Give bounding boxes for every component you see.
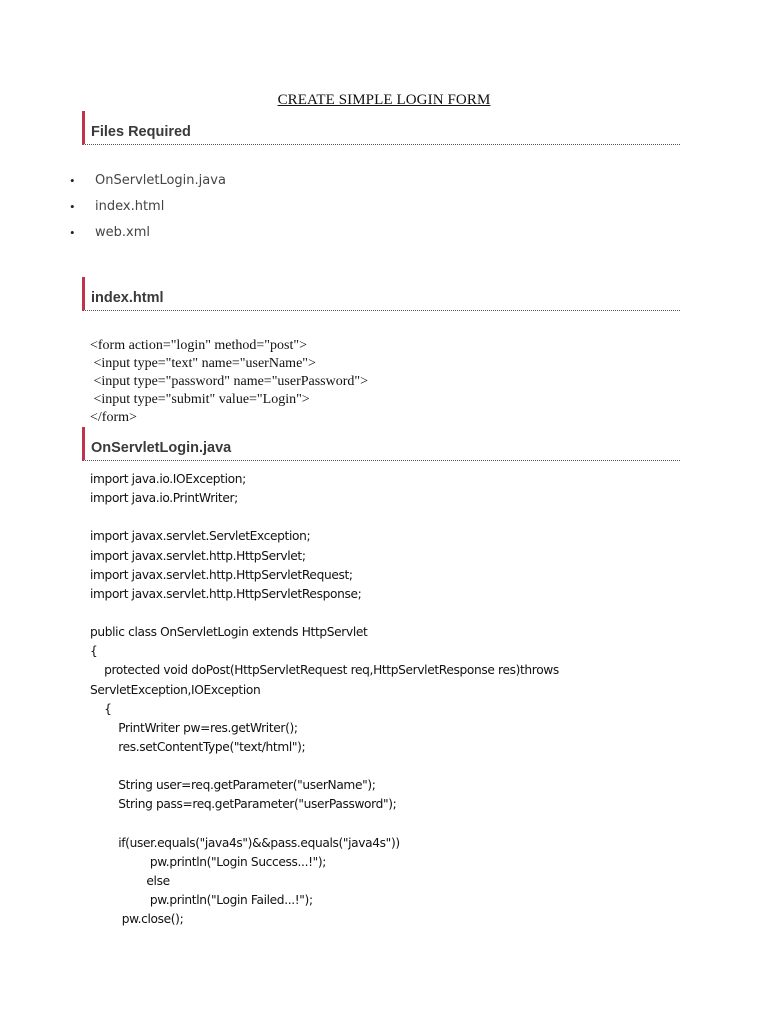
document-title: CREATE SIMPLE LOGIN FORM: [277, 92, 491, 108]
code-line: [90, 757, 559, 776]
code-line: {: [90, 644, 98, 659]
servlet-java-heading: [82, 427, 680, 461]
code-line: <input type="submit" value="Login">: [90, 392, 310, 407]
code-line: PrintWriter pw=res.getWriter();: [90, 720, 298, 735]
files-required-heading-text: Files Required: [91, 124, 191, 140]
bullet-icon: •: [70, 225, 75, 240]
servlet-java-heading-text: OnServletLogin.java: [91, 440, 232, 456]
document-page: CREATE SIMPLE LOGIN FORM Files Required • OnServletLogin.java • index.html • web.xml index.html <form action="login" method="post"> <input type="text" name="userName"> <input type="password" name="userPassword"> <input type="submit" value="Login"> </form> OnServletLogin.java import java.io.IOException; import java.io.PrintWriter; import javax.servlet.ServletException; import javax.servlet.http.HttpServlet; import javax.servlet.http.HttpServletRequest; import javax.servlet.http.HttpServletResponse; public class OnServletLogin extends HttpServlet { protected void doPost(HttpServletRequest req,HttpServletResponse res)throws ServletException,IOException { PrintWriter pw=res.getWriter(); res.setContentType("text/html"); String user=req.getParameter("userName"); String pass=req.getParameter("userPassword"); if(user.equals("java4s")&&pass.equals("java4s")) pw.println("Login Success...!"); else pw.println("Login Failed...!"); pw.close();: [0, 0, 768, 1024]
code-line: pw.close();: [90, 912, 184, 927]
code-line: <input type="text" name="userName">: [90, 356, 316, 371]
code-line: <input type="password" name="userPassword">: [90, 374, 369, 389]
servlet-java-code-block: [90, 470, 559, 929]
code-line: ServletException,IOException: [90, 682, 261, 697]
index-html-code-block: [90, 337, 368, 427]
bullet-icon: •: [70, 173, 75, 188]
index-html-heading: [82, 277, 680, 311]
code-line: import java.io.PrintWriter;: [90, 491, 238, 506]
index-html-heading-text: index.html: [91, 290, 164, 306]
code-line: </form>: [90, 410, 137, 425]
code-line: <form action="login" method="post">: [90, 338, 307, 353]
code-line: import java.io.IOException;: [90, 472, 246, 486]
code-line: protected void doPost(HttpServletRequest req,HttpServletResponse res)throws: [90, 663, 559, 678]
files-required-heading: [82, 111, 680, 145]
code-line: res.setContentType("text/html");: [90, 739, 306, 754]
code-line: pw.println("Login Failed...!");: [90, 893, 313, 908]
code-line: else: [90, 873, 170, 888]
code-line: String pass=req.getParameter("userPassword");: [90, 797, 397, 812]
code-line: String user=req.getParameter("userName");: [90, 778, 376, 793]
code-line: import javax.servlet.http.HttpServletRequest;: [90, 567, 353, 582]
code-line: [90, 815, 559, 834]
code-line: import javax.servlet.http.HttpServlet;: [90, 548, 306, 563]
code-line: pw.println("Login Success...!");: [90, 854, 327, 869]
code-line: import javax.servlet.ServletException;: [90, 529, 311, 544]
code-line: {: [90, 701, 112, 716]
code-line: if(user.equals("java4s")&&pass.equals("java4s")): [90, 835, 400, 850]
code-line: import javax.servlet.http.HttpServletResponse;: [90, 586, 362, 601]
code-line: [90, 604, 559, 623]
bullet-icon: •: [70, 199, 75, 214]
code-line: public class OnServletLogin extends HttpServlet: [90, 625, 368, 640]
code-line: [90, 508, 559, 527]
